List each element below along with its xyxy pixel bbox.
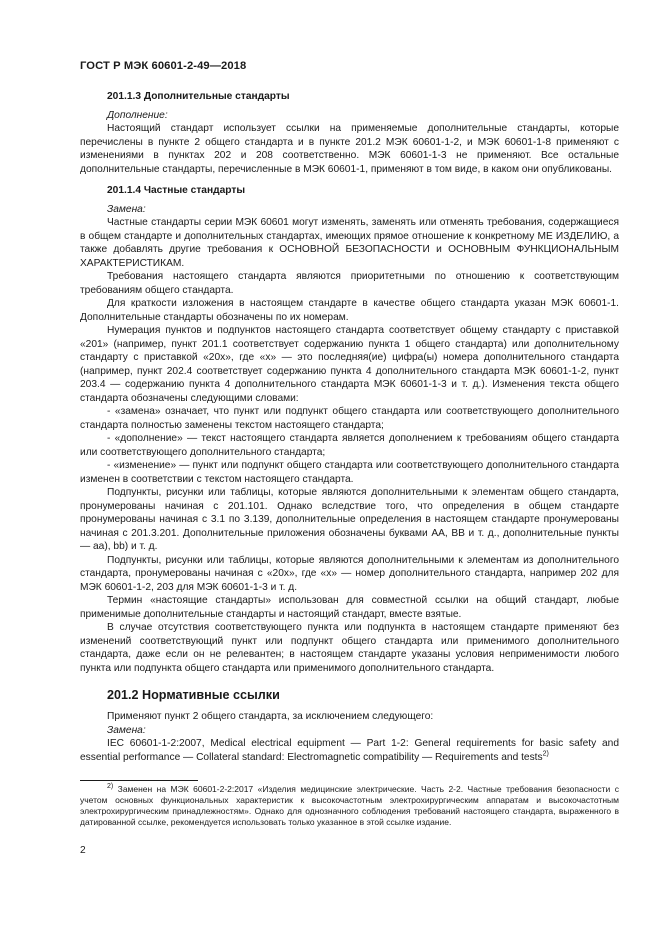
paragraph: Подпункты, рисунки или таблицы, которые являются дополнительными к элементам из дополнительного стандарта, пронумерованы начиная с «20х», где «х» — номер дополнительного стандарта, например 202 для МЭК 60601-1-2, 203 для МЭК 60601-1-3 и т. д. bbox=[80, 554, 619, 593]
document-header: ГОСТ Р МЭК 60601-2-49—2018 bbox=[80, 60, 247, 72]
amendment-label: Дополнение: bbox=[107, 109, 168, 121]
paragraph: В случае отсутствия соответствующего пункта или подпункта в настоящем стандарте применяют без изменений соответствующий пункт или подпункт общего стандарта или применимого дополнительного стандарта, даже если он не релевантен; в настоящем стандарте указаны условия неприменимости любого пункта или подпункта общего стандарта или применимого дополнительного стандарта. bbox=[80, 622, 619, 674]
footnote-divider bbox=[80, 780, 198, 781]
footnote-reference[interactable]: 2) bbox=[542, 750, 549, 758]
footnote-body: Заменен на МЭК 60601-2-2:2017 «Изделия медицинские электрические. Часть 2-2. Частные требования безопасности с учетом основных функциональных характеристик к высокочастотным электрохирургическим аппаратам и высокочастотным электрохирургическим принадлежностям». Однако для однозначного соблюдения требований настоящего стандарта, выраженного в датированной ссылке, рекомендуется использовать только указанное в этой ссылке издание. bbox=[80, 784, 619, 827]
paragraph: Применяют пункт 2 общего стандарта, за исключением следующего: bbox=[107, 711, 434, 722]
section-heading-201-1-4: 201.1.4 Частные стандарты bbox=[107, 185, 246, 196]
amendment-label: Замена: bbox=[107, 203, 146, 215]
footnote bbox=[80, 784, 619, 828]
reference-text: IEC 60601-1-2:2007, Medical electrical equipment — Part 1-2: General requirements for basic safety and essential performance — Collateral standard: Electromagnetic compatibility — Requirements and tests bbox=[80, 738, 619, 763]
list-item: - «замена» означает, что пункт или подпункт общего стандарта или соответствующего дополнительного стандарта полностью заменены текстом настоящего стандарта; bbox=[80, 406, 619, 431]
section-heading-201-1-3: 201.1.3 Дополнительные стандарты bbox=[107, 91, 290, 102]
replacement-label: Замена: bbox=[107, 724, 146, 736]
list-item: - «дополнение» — текст настоящего стандарта является дополнением к требованиям общего стандарта или соответствующего дополнительного стандарта; bbox=[80, 433, 619, 458]
footnote-text bbox=[80, 784, 619, 828]
list-item: - «изменение» — пункт или подпункт общего стандарта или соответствующего дополнительного стандарта изменен в соответствии с текстом настоящего стандарта. bbox=[80, 460, 619, 485]
section-heading-201-2: 201.2 Нормативные ссылки bbox=[107, 688, 280, 702]
main-content bbox=[80, 90, 619, 764]
paragraph: Настоящий стандарт использует ссылки на применяемые дополнительные стандарты, которые перечислены в пункте 2 общего стандарта и в пункте 201.2 МЭК 60601-1-2, и МЭК 60601-1-8 применяют с изменениями в пунктах 202 и 208 соответственно. МЭК 60601-1-3 не применяют. Все остальные дополнительные стандарты, перечисленные в МЭК 60601-1, применяют в том виде, в каком они опубликованы. bbox=[80, 123, 619, 175]
paragraph: Подпункты, рисунки или таблицы, которые являются дополнительными к элементам общего стандарта, пронумерованы начиная с 201.101. Однако вследствие того, что определения в общем стандарте пронумерованы начиная с 3.1 по 3.139, дополнительные определения в настоящем стандарте пронумерованы начиная с 201.3.201. Дополнительные приложения обозначены буквами АА, ВВ и т. д., дополнительные пункты — аа), bb) и т. д. bbox=[80, 487, 619, 552]
paragraph: Термин «настоящие стандарты» использован для совместной ссылки на общий стандарт, любые применимые дополнительные стандарты и настоящий стандарт, вместе взятые. bbox=[80, 595, 619, 620]
page-number: 2 bbox=[80, 845, 86, 856]
paragraph: Нумерация пунктов и подпунктов настоящего стандарта соответствует общему стандарту с приставкой «201» (например, пункт 201.1 соответствует содержанию пункта 1 общего стандарта) или дополнительному стандарту с приставкой «20х», где «х» — это последняя(ие) цифра(ы) номера дополнительного стандарта (например, пункт 202.4 соответствует содержанию пункта 4 дополнительного стандарта МЭК 60601-1-2, пункт 203.4 — содержанию пункта 4 дополнительного стандарта МЭК 60601-1-3 и т. д.). Изменения текста общего стандарта обозначены следующими словами: bbox=[80, 325, 619, 404]
paragraph: Требования настоящего стандарта являются приоритетными по отношению к соответствующим требованиям общего стандарта. bbox=[80, 271, 619, 296]
reference-paragraph bbox=[80, 737, 619, 764]
footnote-mark: 2) bbox=[107, 783, 114, 791]
paragraph: Для краткости изложения в настоящем стандарте в качестве общего стандарта указан МЭК 60601-1. Дополнительные стандарты обозначены по их номерам. bbox=[80, 298, 619, 323]
paragraph: Частные стандарты серии МЭК 60601 могут изменять, заменять или отменять требования, содержащиеся в общем стандарте и дополнительных стандартах, имеющих прямое отношение к конкретному МЕ ИЗДЕЛИЮ, а также добавлять другие требования к ОСНОВНОЙ БЕЗОПАСНОСТИ и ОСНОВНЫМ ФУНКЦИОНАЛЬНЫМ ХАРАКТЕРИСТИКАМ. bbox=[80, 217, 619, 269]
